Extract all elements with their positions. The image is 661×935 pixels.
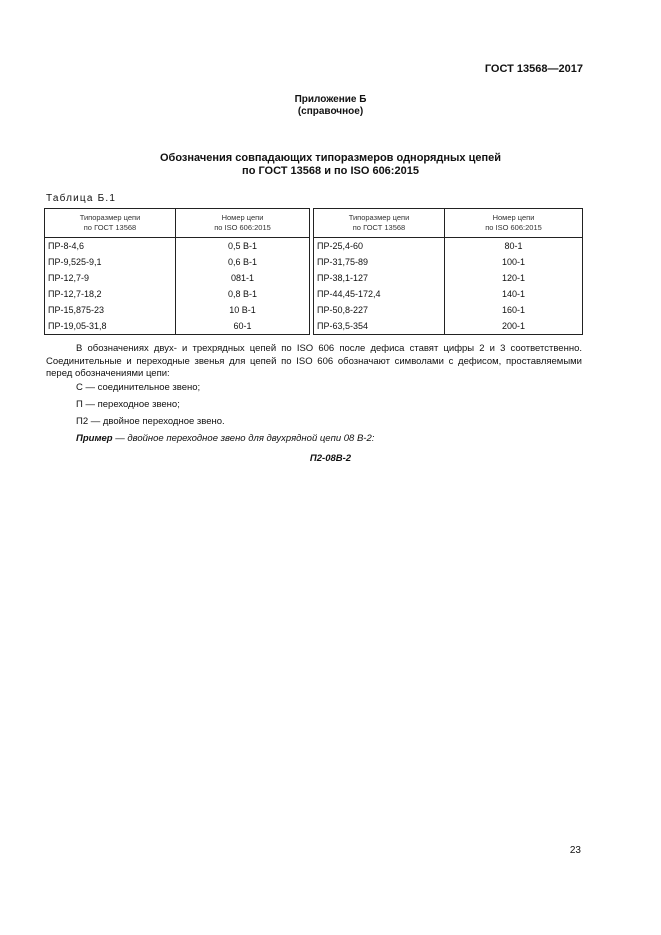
cell-size: ПР-63,5-354 xyxy=(314,318,445,335)
cell-number: 0,8 В-1 xyxy=(176,286,310,302)
cell-size: ПР-31,75-89 xyxy=(314,254,445,270)
cell-number: 081-1 xyxy=(176,270,310,286)
cell-number: 200-1 xyxy=(445,318,583,335)
cell-size: ПР-12,7-18,2 xyxy=(45,286,176,302)
header-left-number: Номер цепи по ISO 606:2015 xyxy=(176,209,310,238)
page-number: 23 xyxy=(569,845,581,856)
example-note xyxy=(76,433,374,444)
cell-size: ПР-19,05-31,8 xyxy=(45,318,176,335)
cell-number: 60-1 xyxy=(176,318,310,335)
cell-number: 140-1 xyxy=(445,286,583,302)
example-designation: П2-08В-2 xyxy=(309,453,352,464)
document-code: ГОСТ 13568—2017 xyxy=(484,63,583,75)
cell-number: 80-1 xyxy=(445,238,583,255)
table-row xyxy=(45,318,583,335)
designation-table xyxy=(44,208,582,335)
appendix-heading xyxy=(0,94,661,118)
cell-number: 100-1 xyxy=(445,254,583,270)
cell-size: ПР-38,1-127 xyxy=(314,270,445,286)
table-row xyxy=(45,270,583,286)
table-row xyxy=(45,302,583,318)
appendix-label: Приложение Б xyxy=(294,94,367,105)
table-row xyxy=(45,254,583,270)
cell-size: ПР-50,8-227 xyxy=(314,302,445,318)
section-title xyxy=(0,152,661,178)
example-text: — двойное переходное звено для двухрядной цепи 08 В-2: xyxy=(112,433,375,444)
cell-number: 160-1 xyxy=(445,302,583,318)
cell-number: 0,5 В-1 xyxy=(176,238,310,255)
cell-size: ПР-12,7-9 xyxy=(45,270,176,286)
table-header-row xyxy=(45,209,583,238)
cell-size: ПР-8-4,6 xyxy=(45,238,176,255)
designation-paragraph: В обозначениях двух- и трехрядных цепей по ISO 606 после дефиса ставят цифры 2 и 3 соответственно. Соединительные и переходные звенья для цепей по ISO 606 обозначают символами с дефисом, проставляемыми перед обозначениями цепи: xyxy=(46,343,582,379)
header-left-size: Типоразмер цепи по ГОСТ 13568 xyxy=(45,209,176,238)
cell-number: 0,6 В-1 xyxy=(176,254,310,270)
cell-number: 120-1 xyxy=(445,270,583,286)
example-label: Пример xyxy=(76,433,113,444)
section-title-line-1: Обозначения совпадающих типоразмеров однорядных цепей xyxy=(159,152,502,164)
cell-size: ПР-9,525-9,1 xyxy=(45,254,176,270)
appendix-type: (справочное) xyxy=(297,106,364,117)
table-row xyxy=(45,238,583,255)
list-item: С — соединительное звено; xyxy=(76,382,201,393)
table-caption: Таблица Б.1 xyxy=(46,193,117,204)
cell-size: ПР-15,875-23 xyxy=(45,302,176,318)
cell-number: 10 В-1 xyxy=(176,302,310,318)
list-item: П — переходное звено; xyxy=(76,399,180,410)
header-right-number: Номер цепи по ISO 606:2015 xyxy=(445,209,583,238)
list-item: П2 — двойное переходное звено. xyxy=(76,416,225,427)
header-right-size: Типоразмер цепи по ГОСТ 13568 xyxy=(314,209,445,238)
section-title-line-2: по ГОСТ 13568 и по ISO 606:2015 xyxy=(242,165,419,177)
cell-size: ПР-25,4-60 xyxy=(314,238,445,255)
table-row xyxy=(45,286,583,302)
cell-size: ПР-44,45-172,4 xyxy=(314,286,445,302)
